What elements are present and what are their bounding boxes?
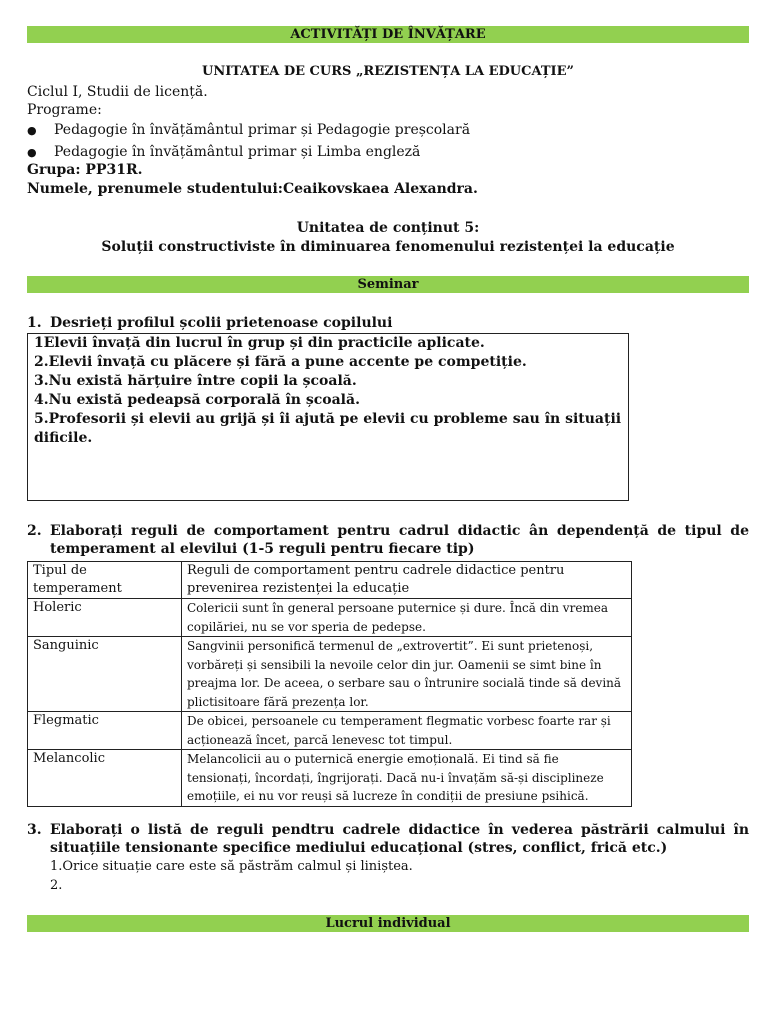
- temperament-type: Holeric: [28, 599, 182, 637]
- cycle-text: Ciclul I, Studii de licență.: [27, 84, 208, 100]
- table-row: [28, 637, 632, 712]
- program-item: ● Pedagogie în învățământul primar și Pedagogie preșcolară: [27, 122, 471, 138]
- answer-box: [27, 333, 629, 501]
- table-row: [28, 712, 632, 750]
- temperament-rule: De obicei, persoanele cu temperament flegmatic vorbesc foarte rar și acționează încet, parcă lenevesc tot timpul.: [182, 712, 632, 750]
- table-header-row: [28, 562, 632, 599]
- temperament-rule: Sangvinii personifică termenul de „extrovertit”. Ei sunt prietenoși, vorbăreți și sensibili la nevoile celor din jur. Oamenii se simt bine în preajma lor. De aceea, o serbare sau o întrunire socială tinde să devină plictisitoare fără prezența lor.: [182, 637, 632, 712]
- question-1: 1. Desrieți profilul școlii prietenoase copilului: [27, 315, 393, 331]
- temperament-type: Melancolic: [28, 750, 182, 807]
- temperament-table: [27, 561, 632, 807]
- unit-subtitle: Soluții constructiviste în diminuarea fenomenului rezistenței la educație: [101, 239, 675, 255]
- unit-title: Unitatea de conținut 5:: [296, 220, 480, 236]
- temperament-rule: Colericii sunt în general persoane puternice și dure. Încă din vremea copilăriei, nu se vor speria de pedepse.: [182, 599, 632, 637]
- group-text: Grupa: PP31R.: [27, 162, 143, 178]
- individual-work-band: Lucrul individual: [27, 915, 749, 932]
- seminar-band: Seminar: [27, 276, 749, 293]
- temperament-rule: Melancolicii au o puternică energie emoțională. Ei tind să fie tensionați, încordați, îngrijorați. Dacă nu-i învațăm să-și disciplinezе emoțiile, ei nu vor reuși să lucreze în condiții de presiune psihică.: [182, 750, 632, 807]
- question-3: 3. Elaborați o listă de reguli pendtru cadrele didactice în vederea păstrării calmului în situațiile tensionante specifice mediului educațional (stres, conflict, frică etc.): [27, 822, 749, 856]
- answer-item: 1Elevii învață din lucrul în grup și din practicile aplicate.: [34, 335, 485, 351]
- student-name: Numele, prenumele studentului:Ceaikovskaea Alexandra.: [27, 181, 478, 197]
- course-title: UNITATEA DE CURS „REZISTENȚA LA EDUCAȚIE”: [202, 64, 574, 79]
- temperament-type: Sanguinic: [28, 637, 182, 712]
- table-row: [28, 750, 632, 807]
- bullet-icon: ●: [27, 146, 37, 159]
- header-band: ACTIVITĂȚI DE ÎNVĂȚARE: [27, 26, 749, 43]
- answer-item: 2.Elevii învață cu plăcere și fără a pune accente pe competiție.: [34, 354, 527, 370]
- list-item: 2.: [50, 878, 63, 893]
- answer-item: 4.Nu există pedeapsă corporală în școală.: [34, 392, 360, 408]
- list-item: 1.Orice situație care este să păstrăm calmul și liniștea.: [50, 859, 413, 874]
- table-header-cell: Tipul de temperament: [28, 562, 182, 599]
- bullet-icon: ●: [27, 124, 37, 137]
- question-2: 2. Elaborați reguli de comportament pentru cadrul didactic ân dependență de tipul de temperament al elevilui (1-5 reguli pentru fiecare tip): [27, 523, 749, 557]
- temperament-type: Flegmatic: [28, 712, 182, 750]
- table-row: [28, 599, 632, 637]
- table-header-cell: Reguli de comportament pentru cadrele didactice pentru prevenirea rezistenței la educație: [182, 562, 632, 599]
- program-item: ● Pedagogie în învățământul primar și Limba engleză: [27, 144, 421, 160]
- programs-label: Programe:: [27, 102, 102, 118]
- answer-item: 5.Profesorii și elevii au grijă și îi ajută pe elevii cu probleme sau în situații dificile.: [34, 411, 622, 446]
- answer-item: 3.Nu există hărțuire între copii la școală.: [34, 373, 357, 389]
